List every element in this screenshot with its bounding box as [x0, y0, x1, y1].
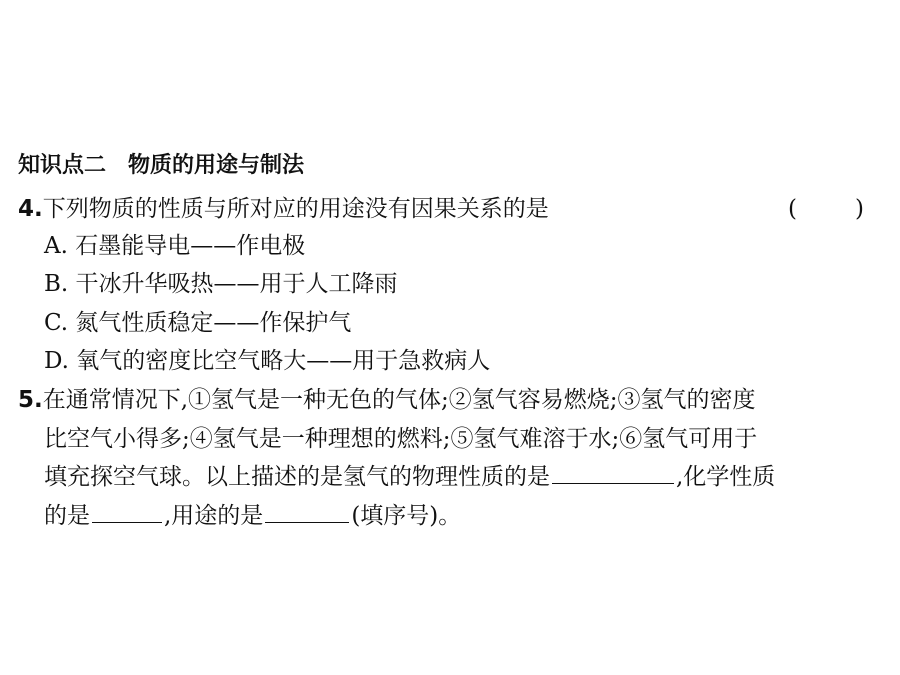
option-text: 石墨能导电——作电极	[75, 233, 306, 259]
section-topic: 物质的用途与制法	[128, 153, 305, 178]
option-c	[44, 306, 351, 340]
option-label: D.	[44, 348, 69, 374]
question-text: 在通常情况下,①氢气是一种无色的气体;②氢气容易燃烧;③氢气的密度	[42, 387, 756, 413]
question-number: 4.	[18, 196, 43, 222]
question-text: 的是	[44, 503, 90, 529]
option-label: A.	[44, 233, 68, 259]
question-5-line-4	[44, 499, 461, 533]
option-text: 干冰升华吸热——用于人工降雨	[75, 271, 398, 297]
question-5-line-3	[44, 460, 775, 494]
answer-blank-physical[interactable]	[552, 461, 674, 484]
question-5-line-2	[44, 422, 757, 456]
question-text: 下列物质的性质与所对应的用途没有因果关系的是	[42, 196, 549, 222]
section-heading	[18, 150, 304, 182]
question-text: 比空气小得多;④氢气是一种理想的燃料;⑤氢气难溶于水;⑥氢气可用于	[44, 426, 758, 452]
question-5-line-1	[18, 383, 756, 417]
option-a	[44, 229, 305, 263]
option-label: C.	[44, 310, 69, 336]
option-text: 氧气的密度比空气略大——用于急救病人	[76, 348, 491, 374]
option-b	[44, 267, 398, 301]
option-text: 氮气性质稳定——作保护气	[75, 310, 352, 336]
question-number: 5.	[18, 387, 43, 413]
question-text: 填充探空气球。以上描述的是氢气的物理性质的是	[44, 464, 550, 490]
option-label: B.	[44, 271, 69, 297]
question-text: ,用途的是	[164, 503, 264, 529]
question-text: ,化学性质	[676, 464, 776, 490]
answer-blank-use[interactable]	[265, 500, 349, 523]
answer-blank-chemical[interactable]	[92, 500, 162, 523]
answer-bracket: ( )	[788, 196, 864, 222]
question-text: (填序号)。	[351, 503, 462, 529]
section-label: 知识点二	[18, 153, 107, 178]
question-4-stem	[18, 192, 549, 226]
option-d	[44, 344, 490, 378]
